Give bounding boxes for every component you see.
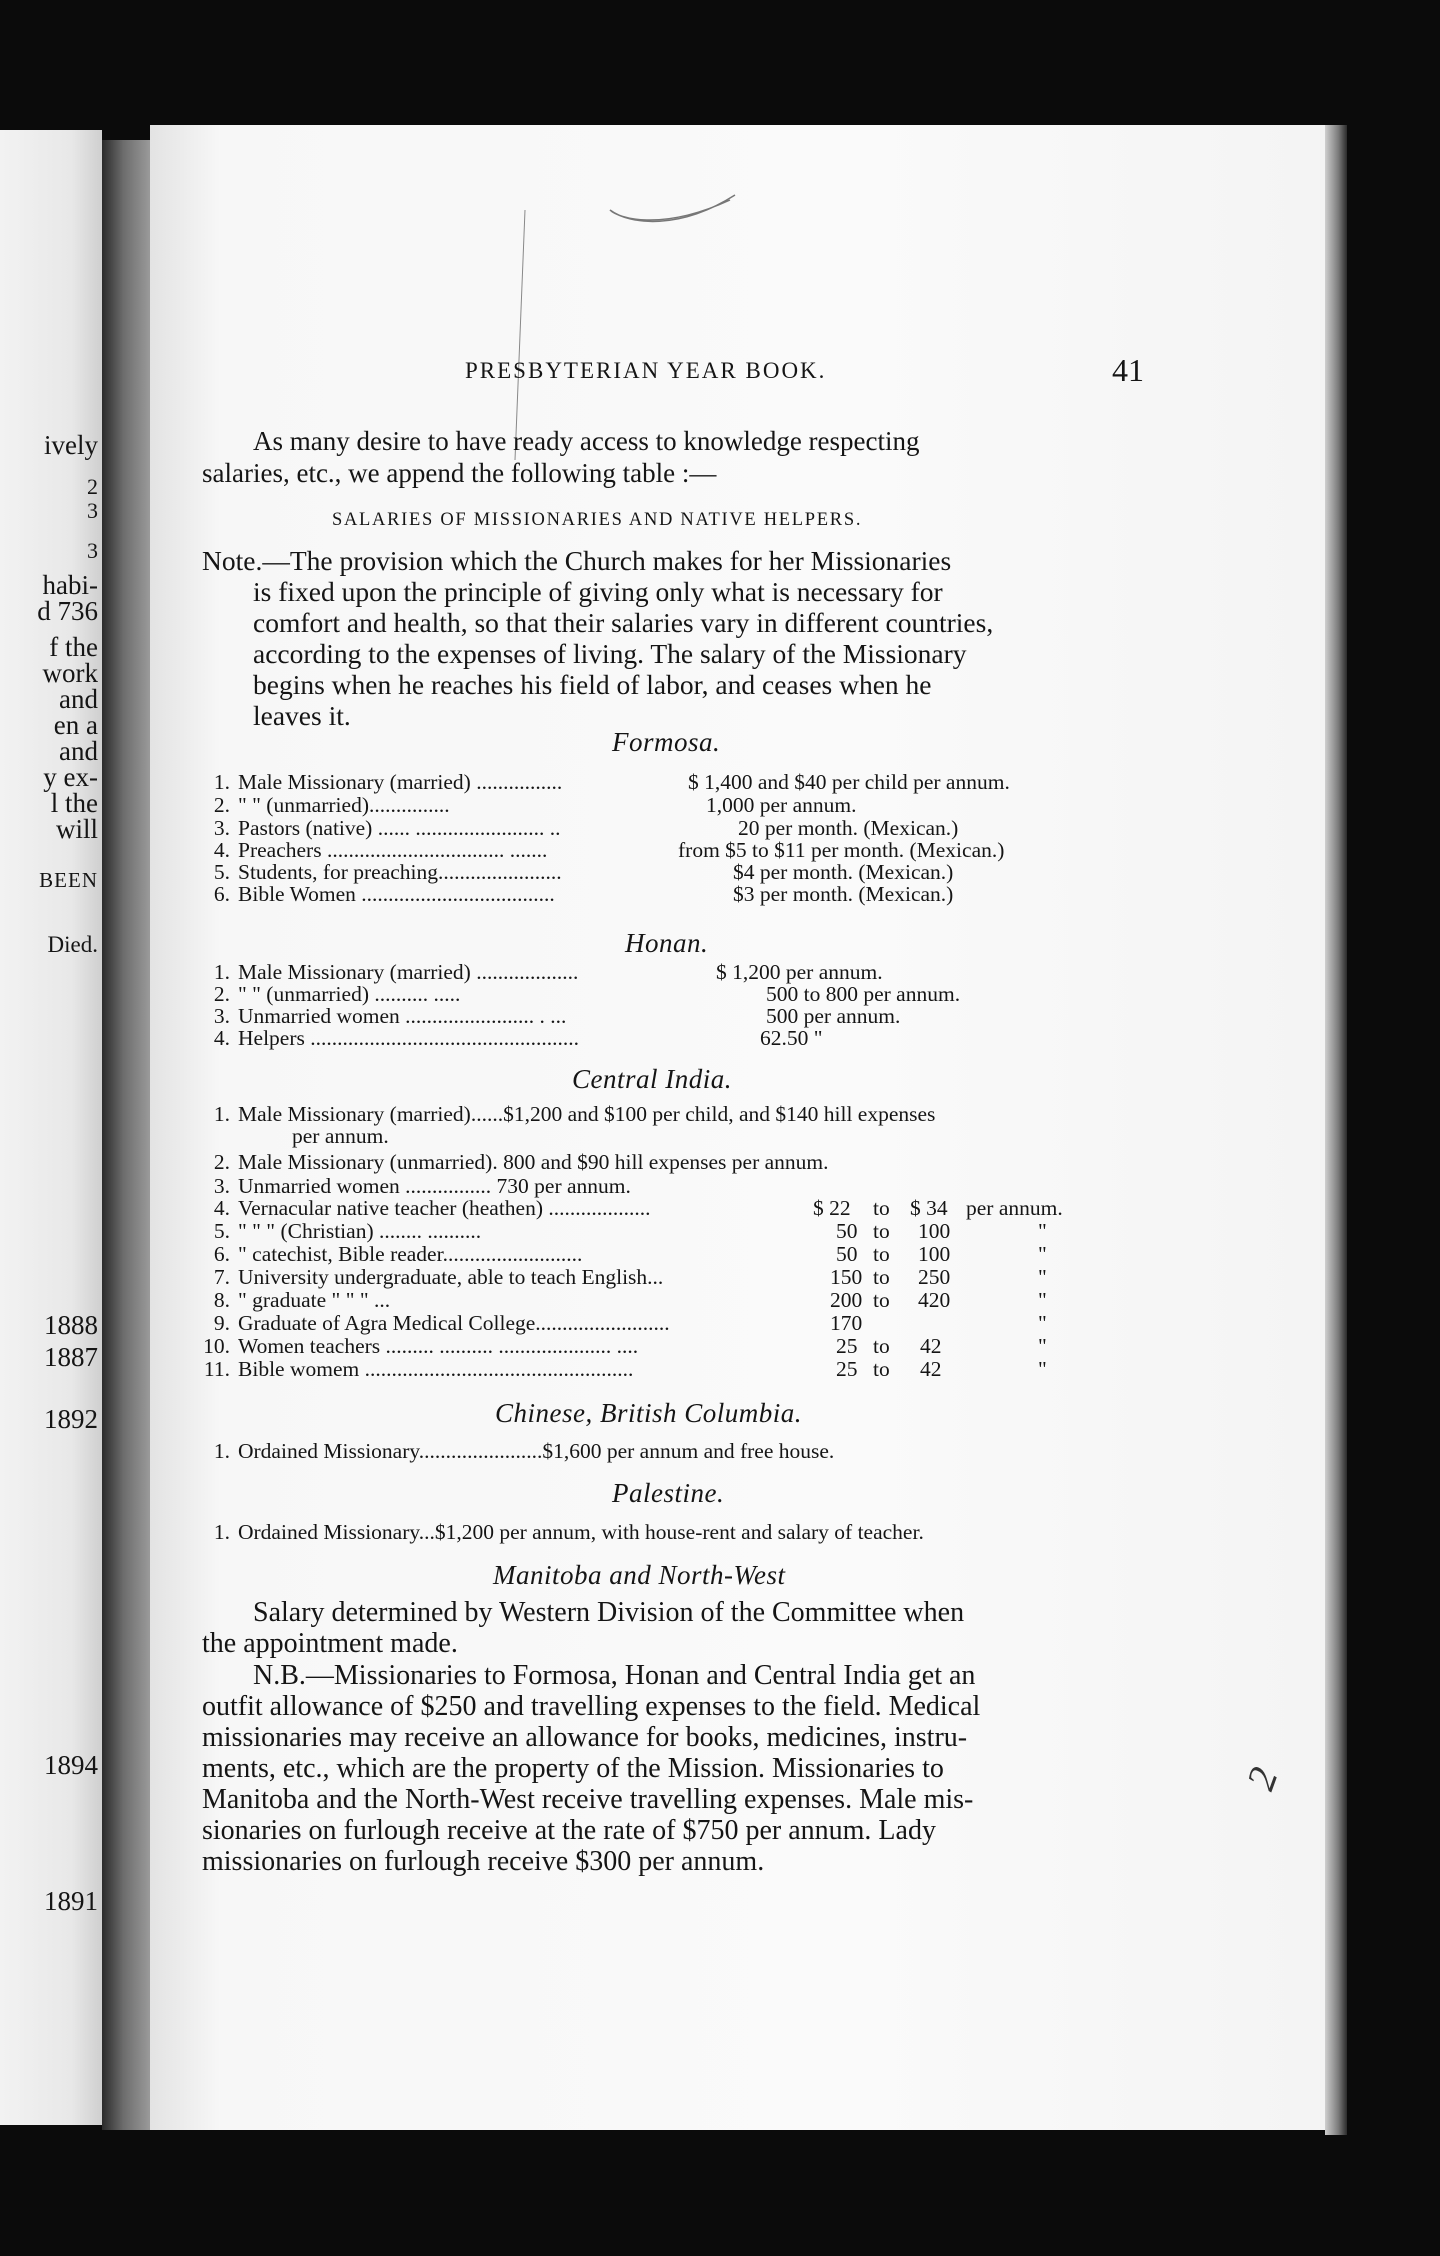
left-page-line: 1887: [44, 1342, 98, 1372]
left-page-line: en a: [53, 710, 98, 740]
table-row: 4. Helpers .................................................. 62.50 ": [213, 1026, 823, 1050]
left-page-line: and: [59, 684, 98, 714]
nb-line: outfit allowance of $250 and travelling expenses to the field. Medical: [202, 1691, 981, 1722]
table-row: 2. Male Missionary (unmarried). 800 and $90 hill expenses per annum.: [213, 1150, 829, 1174]
nb-line: Manitoba and the North-West receive travelling expenses. Male mis-: [202, 1784, 974, 1815]
section-title-formosa: Formosa.: [612, 727, 721, 757]
page-number: 41: [1112, 352, 1144, 388]
note-line: leaves it.: [253, 700, 351, 731]
table-row: 1. Ordained Missionary...$1,200 per annum, with house-rent and salary of teacher.: [213, 1520, 924, 1544]
left-page-line: d 736: [37, 596, 98, 626]
left-page-line: Died.: [47, 932, 98, 957]
note-line: is fixed upon the principle of giving only what is necessary for: [253, 576, 943, 607]
margin-handwritten-mark: 2: [1237, 1761, 1287, 1796]
section-title-honan: Honan.: [625, 928, 709, 958]
table-heading: SALARIES OF MISSIONARIES AND NATIVE HELPERS.: [332, 510, 863, 530]
running-head: PRESBYTERIAN YEAR BOOK.: [465, 358, 827, 383]
page-edge: [1325, 125, 1347, 2135]
table-row: 3. Unmarried women ................ 730 per annum.: [213, 1174, 631, 1198]
note-line: Note.—The provision which the Church makes for her Missionaries: [202, 545, 952, 576]
pencil-mark-icon: [500, 170, 800, 460]
nb-line: sionaries on furlough receive at the rate of $750 per annum. Lady: [202, 1815, 936, 1846]
table-row: 4. Vernacular native teacher (heathen) ................... $ 22 to $ 34 per annum.: [213, 1196, 1063, 1220]
table-row: 2. " " (unmarried)............... 1,000 per annum.: [213, 793, 857, 817]
left-page-line: 1894: [44, 1750, 98, 1780]
section-title-chinese-bc: Chinese, British Columbia.: [495, 1398, 803, 1428]
intro-line: salaries, etc., we append the following table :—: [202, 458, 717, 488]
left-page-line: ively: [44, 430, 98, 460]
left-page-line: BEEN: [39, 868, 98, 892]
table-row: 11. Bible womem .................................................. 25 to 42 ": [203, 1357, 1047, 1381]
table-row: 8. " graduate " " " ... 200 to 420 ": [213, 1288, 1047, 1312]
book-gutter: [102, 140, 150, 2130]
table-row-continuation: per annum.: [292, 1124, 389, 1148]
left-page-line: habi-: [42, 570, 98, 600]
note-line: comfort and health, so that their salaries vary in different countries,: [253, 607, 994, 638]
note-line: begins when he reaches his field of labor, and ceases when he: [253, 669, 932, 700]
left-page-line: 1892: [44, 1404, 98, 1434]
table-row: 10. Women teachers ......... .......... ..................... .... 25 to 42 ": [203, 1334, 1047, 1358]
nb-line: missionaries may receive an allowance for books, medicines, instru-: [202, 1722, 968, 1753]
left-page-line: 1888: [44, 1310, 98, 1340]
section-title-manitoba: Manitoba and North-West: [493, 1560, 786, 1590]
left-page-line: will: [55, 814, 98, 844]
left-page-line: 1891: [44, 1886, 98, 1916]
manitoba-line: the appointment made.: [202, 1628, 458, 1659]
table-row: 4. Preachers ................................. ....... from $5 to $11 per month. (Mexican.): [213, 838, 1005, 862]
left-page-line: l the: [50, 788, 98, 818]
left-page-line: 3: [87, 498, 98, 523]
table-row: 1. Male Missionary (married) ................ $ 1,400 and $40 per child per annum.: [213, 770, 1010, 794]
section-title-central-india: Central India.: [572, 1064, 732, 1094]
left-page-line: and: [59, 736, 98, 766]
section-title-palestine: Palestine.: [612, 1478, 725, 1508]
table-row: 2. " " (unmarried) .......... ..... 500 to 800 per annum.: [213, 982, 961, 1006]
left-facing-page: [0, 130, 102, 2125]
nb-line: ments, etc., which are the property of the Mission. Missionaries to: [202, 1753, 944, 1784]
left-page-line: 3: [87, 538, 98, 563]
manitoba-line: Salary determined by Western Division of the Committee when: [253, 1597, 965, 1628]
table-row: 1. Male Missionary (married)......$1,200 and $100 per child, and $140 hill expenses: [213, 1102, 936, 1126]
left-page-line: work: [42, 658, 98, 688]
nb-line: N.B.—Missionaries to Formosa, Honan and Central India get an: [253, 1660, 976, 1691]
table-row: 5. " " " (Christian) ........ .......... 50 to 100 ": [213, 1219, 1047, 1243]
table-row: 6. Bible Women .................................... $3 per month. (Mexican.): [213, 882, 954, 906]
table-row: 6. " catechist, Bible reader.......................... 50 to 100 ": [213, 1242, 1047, 1266]
left-page-line: f the: [49, 632, 98, 662]
table-row: 1. Ordained Missionary.......................$1,600 per annum and free house.: [213, 1439, 835, 1463]
left-page-line: y ex-: [43, 762, 98, 792]
table-row: 9. Graduate of Agra Medical College......................... 170 ": [213, 1311, 1047, 1335]
table-row: 5. Students, for preaching....................... $4 per month. (Mexican.): [213, 860, 954, 884]
left-page-line: 2: [87, 474, 98, 499]
nb-line: missionaries on furlough receive $300 per annum.: [202, 1846, 765, 1877]
note-line: according to the expenses of living. The salary of the Missionary: [253, 638, 967, 669]
table-row: 3. Pastors (native) ...... ........................ .. 20 per month. (Mexican.): [213, 816, 959, 840]
table-row: 1. Male Missionary (married) ................... $ 1,200 per annum.: [213, 960, 883, 984]
table-row: 7. University undergraduate, able to teach English... 150 to 250 ": [213, 1265, 1047, 1289]
table-row: 3. Unmarried women ........................ . ... 500 per annum.: [213, 1004, 901, 1028]
intro-line: As many desire to have ready access to knowledge respecting: [253, 426, 920, 456]
